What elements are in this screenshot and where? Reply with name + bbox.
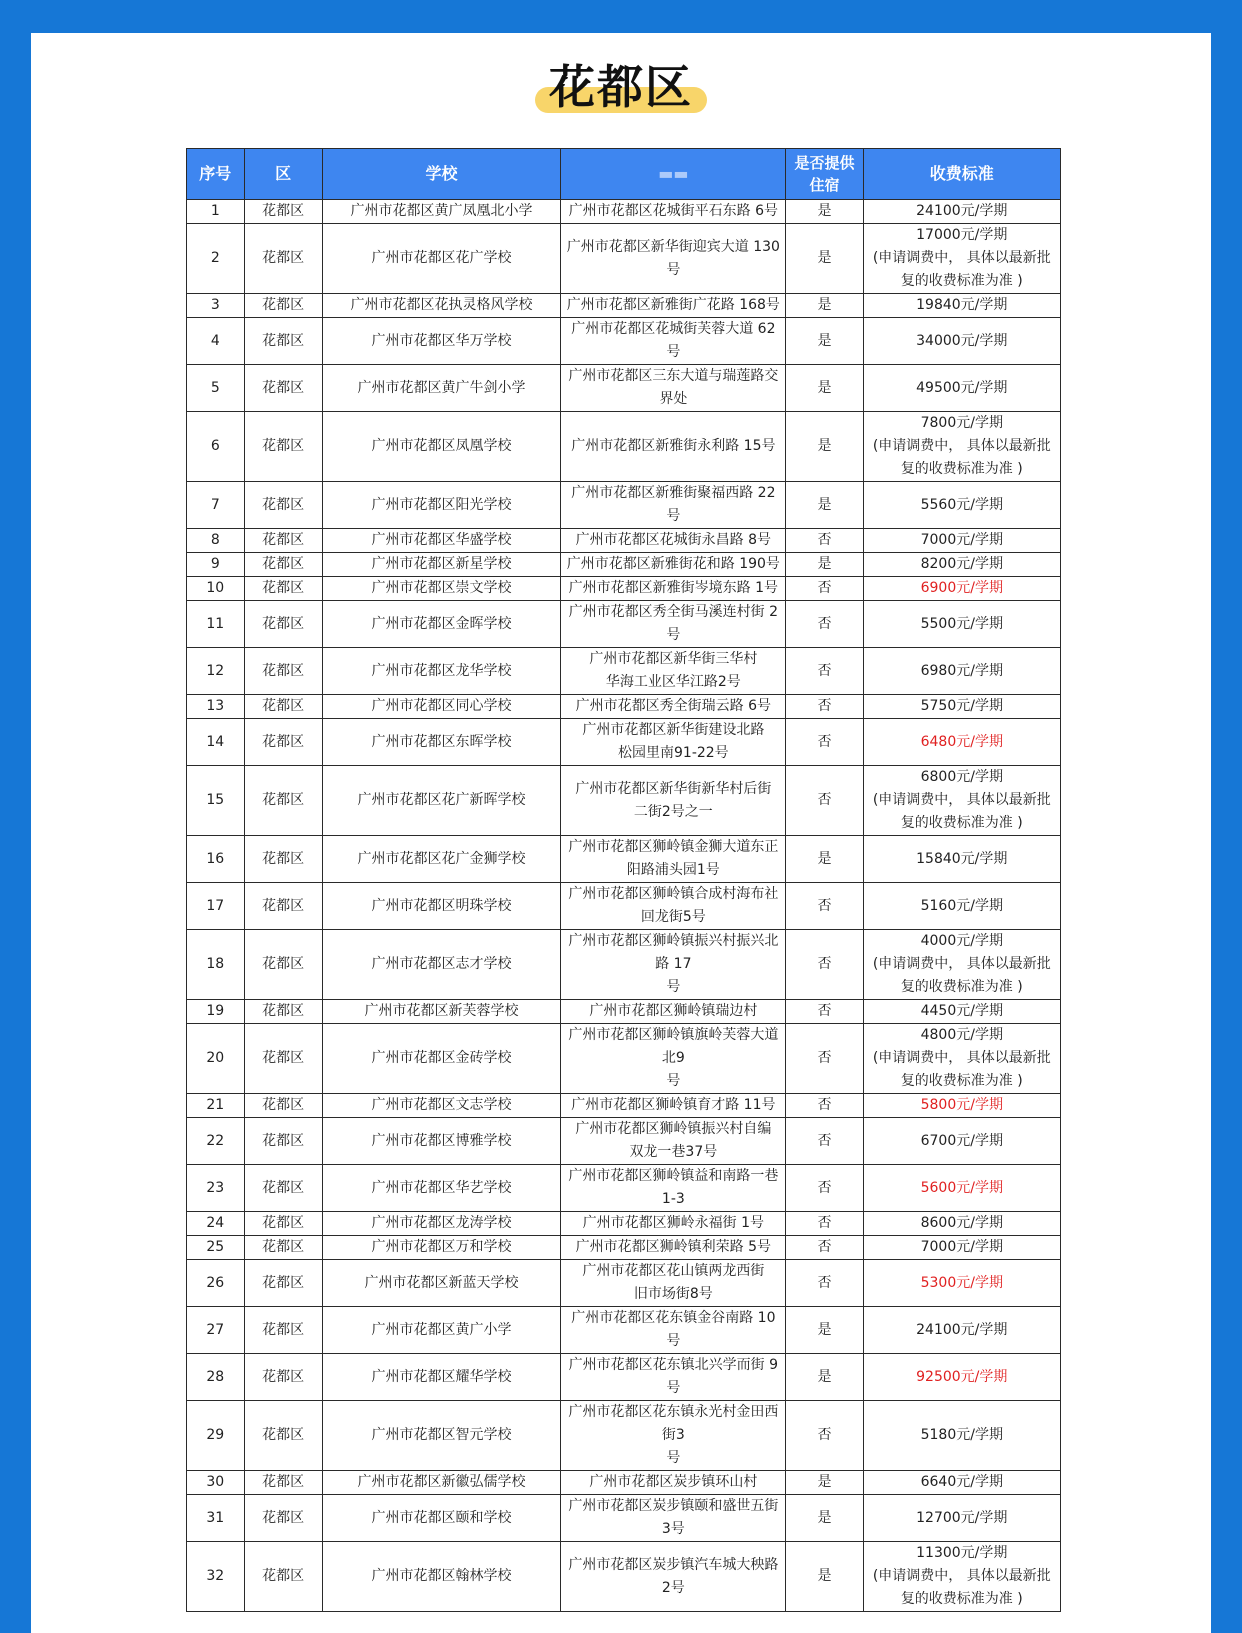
cell-boarding: 否 (786, 1165, 863, 1212)
cell-fee: 4450元/学期 (863, 1000, 1060, 1024)
cell-fee: 5500元/学期 (863, 601, 1060, 648)
cell-school: 广州市花都区华艺学校 (322, 1165, 561, 1212)
cell-district: 花都区 (244, 1236, 322, 1260)
cell-district: 花都区 (244, 294, 322, 318)
cell-boarding: 是 (786, 412, 863, 482)
cell-school: 广州市花都区花广学校 (322, 224, 561, 294)
table-row (187, 648, 1061, 695)
cell-address: 广州市花都区新雅街广花路 168号 (561, 294, 786, 318)
cell-address: 广州市花都区新雅街岑境东路 1号 (561, 577, 786, 601)
cell-address: 广州市花都区炭步镇环山村 (561, 1471, 786, 1495)
table-row (187, 1495, 1061, 1542)
cell-no: 9 (187, 553, 245, 577)
header-boarding: 是否提供 住宿 (786, 149, 863, 200)
cell-no: 31 (187, 1495, 245, 1542)
cell-address: 广州市花都区狮岭镇金狮大道东正 阳路浦头园1号 (561, 836, 786, 883)
cell-no: 10 (187, 577, 245, 601)
table-row (187, 1260, 1061, 1307)
cell-fee: 7000元/学期 (863, 1236, 1060, 1260)
cell-boarding: 否 (786, 1212, 863, 1236)
cell-address: 广州市花都区花山镇两龙西街 旧市场街8号 (561, 1260, 786, 1307)
cell-address: 广州市花都区三东大道与瑞莲路交 界处 (561, 365, 786, 412)
table-row (187, 1401, 1061, 1471)
cell-school: 广州市花都区黄广凤凰北小学 (322, 200, 561, 224)
cell-boarding: 是 (786, 294, 863, 318)
cell-fee: 6980元/学期 (863, 648, 1060, 695)
cell-school: 广州市花都区颐和学校 (322, 1495, 561, 1542)
cell-address: 广州市花都区狮岭镇振兴村振兴北 路 17 号 (561, 930, 786, 1000)
cell-fee: 8600元/学期 (863, 1212, 1060, 1236)
document-card (31, 33, 1211, 1633)
cell-school: 广州市花都区花广新晖学校 (322, 766, 561, 836)
cell-no: 18 (187, 930, 245, 1000)
cell-no: 32 (187, 1542, 245, 1612)
cell-no: 28 (187, 1354, 245, 1401)
table-row (187, 529, 1061, 553)
cell-no: 22 (187, 1118, 245, 1165)
cell-boarding: 否 (786, 529, 863, 553)
cell-address: 广州市花都区炭步镇颐和盛世五街 3号 (561, 1495, 786, 1542)
cell-boarding: 否 (786, 1024, 863, 1094)
cell-school: 广州市花都区新芙蓉学校 (322, 1000, 561, 1024)
cell-no: 7 (187, 482, 245, 529)
cell-school: 广州市花都区华盛学校 (322, 529, 561, 553)
cell-fee: 5800元/学期 (863, 1094, 1060, 1118)
cell-fee: 8200元/学期 (863, 553, 1060, 577)
cell-fee: 24100元/学期 (863, 1307, 1060, 1354)
cell-district: 花都区 (244, 648, 322, 695)
cell-no: 21 (187, 1094, 245, 1118)
cell-boarding: 否 (786, 883, 863, 930)
cell-boarding: 否 (786, 1260, 863, 1307)
cell-no: 13 (187, 695, 245, 719)
table-row (187, 883, 1061, 930)
cell-address: 广州市花都区花东镇金谷南路 10号 (561, 1307, 786, 1354)
cell-school: 广州市花都区凤凰学校 (322, 412, 561, 482)
cell-school: 广州市花都区翰林学校 (322, 1542, 561, 1612)
cell-boarding: 否 (786, 577, 863, 601)
cell-district: 花都区 (244, 601, 322, 648)
cell-no: 23 (187, 1165, 245, 1212)
cell-no: 12 (187, 648, 245, 695)
cell-district: 花都区 (244, 482, 322, 529)
cell-district: 花都区 (244, 412, 322, 482)
table-row (187, 1236, 1061, 1260)
cell-address: 广州市花都区新雅街聚福西路 22号 (561, 482, 786, 529)
table-row (187, 318, 1061, 365)
cell-district: 花都区 (244, 719, 322, 766)
table-row (187, 930, 1061, 1000)
cell-no: 3 (187, 294, 245, 318)
table-row (187, 1094, 1061, 1118)
table-row (187, 577, 1061, 601)
cell-school: 广州市花都区博雅学校 (322, 1118, 561, 1165)
table-row (187, 719, 1061, 766)
table-row (187, 1471, 1061, 1495)
cell-address: 广州市花都区狮岭镇瑞边村 (561, 1000, 786, 1024)
header-no: 序号 (187, 149, 245, 200)
cell-address: 广州市花都区狮岭镇振兴村自编 双龙一巷37号 (561, 1118, 786, 1165)
cell-fee: 19840元/学期 (863, 294, 1060, 318)
cell-no: 24 (187, 1212, 245, 1236)
cell-school: 广州市花都区黄广牛剑小学 (322, 365, 561, 412)
table-row (187, 766, 1061, 836)
cell-school: 广州市花都区智元学校 (322, 1401, 561, 1471)
cell-district: 花都区 (244, 930, 322, 1000)
cell-address: 广州市花都区秀全街马溪连村街 2 号 (561, 601, 786, 648)
cell-address: 广州市花都区狮岭镇育才路 11号 (561, 1094, 786, 1118)
cell-no: 1 (187, 200, 245, 224)
cell-district: 花都区 (244, 224, 322, 294)
cell-school: 广州市花都区龙华学校 (322, 648, 561, 695)
cell-boarding: 否 (786, 930, 863, 1000)
cell-district: 花都区 (244, 1000, 322, 1024)
cell-fee: 5560元/学期 (863, 482, 1060, 529)
cell-district: 花都区 (244, 1354, 322, 1401)
cell-boarding: 否 (786, 1118, 863, 1165)
cell-address: 广州市花都区新华街三华村 华海工业区华江路2号 (561, 648, 786, 695)
cell-district: 花都区 (244, 529, 322, 553)
table-row (187, 412, 1061, 482)
header-district: 区 (244, 149, 322, 200)
cell-school: 广州市花都区万和学校 (322, 1236, 561, 1260)
cell-fee: 7800元/学期 (申请调费中， 具体以最新批 复的收费标准为准 ) (863, 412, 1060, 482)
cell-fee: 7000元/学期 (863, 529, 1060, 553)
table-row (187, 1118, 1061, 1165)
cell-district: 花都区 (244, 1542, 322, 1612)
cell-district: 花都区 (244, 1307, 322, 1354)
cell-address: 广州市花都区炭步镇汽车城大秧路 2号 (561, 1542, 786, 1612)
cell-no: 20 (187, 1024, 245, 1094)
cell-boarding: 否 (786, 1236, 863, 1260)
cell-no: 2 (187, 224, 245, 294)
cell-boarding: 否 (786, 648, 863, 695)
cell-fee: 17000元/学期 (申请调费中， 具体以最新批 复的收费标准为准 ) (863, 224, 1060, 294)
cell-address: 广州市花都区狮岭镇利荣路 5号 (561, 1236, 786, 1260)
cell-boarding: 是 (786, 365, 863, 412)
header-school: 学校 (322, 149, 561, 200)
cell-fee: 11300元/学期 (申请调费中， 具体以最新批 复的收费标准为准 ) (863, 1542, 1060, 1612)
cell-district: 花都区 (244, 553, 322, 577)
cell-boarding: 是 (786, 553, 863, 577)
cell-address: 广州市花都区新雅街永利路 15号 (561, 412, 786, 482)
cell-fee: 34000元/学期 (863, 318, 1060, 365)
page-title: 花都区 (549, 60, 693, 114)
cell-boarding: 否 (786, 1094, 863, 1118)
cell-no: 29 (187, 1401, 245, 1471)
cell-address: 广州市花都区秀全街瑞云路 6号 (561, 695, 786, 719)
cell-fee: 5600元/学期 (863, 1165, 1060, 1212)
cell-district: 花都区 (244, 1471, 322, 1495)
cell-boarding: 是 (786, 836, 863, 883)
cell-boarding: 是 (786, 1354, 863, 1401)
cell-no: 14 (187, 719, 245, 766)
cell-school: 广州市花都区耀华学校 (322, 1354, 561, 1401)
cell-fee: 5180元/学期 (863, 1401, 1060, 1471)
cell-no: 19 (187, 1000, 245, 1024)
cell-boarding: 是 (786, 482, 863, 529)
table-header-row (187, 149, 1061, 200)
cell-no: 17 (187, 883, 245, 930)
cell-school: 广州市花都区新徽弘儒学校 (322, 1471, 561, 1495)
table-row (187, 224, 1061, 294)
cell-no: 16 (187, 836, 245, 883)
cell-boarding: 是 (786, 200, 863, 224)
cell-school: 广州市花都区花执灵格风学校 (322, 294, 561, 318)
table-row (187, 1212, 1061, 1236)
cell-fee: 6480元/学期 (863, 719, 1060, 766)
cell-district: 花都区 (244, 200, 322, 224)
cell-no: 8 (187, 529, 245, 553)
table-row (187, 1542, 1061, 1612)
cell-no: 26 (187, 1260, 245, 1307)
cell-fee: 12700元/学期 (863, 1495, 1060, 1542)
cell-school: 广州市花都区志才学校 (322, 930, 561, 1000)
cell-district: 花都区 (244, 1212, 322, 1236)
cell-boarding: 否 (786, 1401, 863, 1471)
table-row (187, 365, 1061, 412)
cell-address: 广州市花都区花东镇北兴学而街 9 号 (561, 1354, 786, 1401)
cell-school: 广州市花都区阳光学校 (322, 482, 561, 529)
table-row (187, 200, 1061, 224)
table-row (187, 695, 1061, 719)
table-row (187, 1165, 1061, 1212)
cell-boarding: 否 (786, 695, 863, 719)
cell-boarding: 是 (786, 1307, 863, 1354)
cell-fee: 4000元/学期 (申请调费中， 具体以最新批 复的收费标准为准 ) (863, 930, 1060, 1000)
cell-district: 花都区 (244, 836, 322, 883)
blurred-header-mark: ▬▬ (658, 164, 689, 183)
cell-no: 15 (187, 766, 245, 836)
table-row (187, 1307, 1061, 1354)
cell-boarding: 否 (786, 766, 863, 836)
cell-school: 广州市花都区东晖学校 (322, 719, 561, 766)
cell-address: 广州市花都区狮岭镇旗岭芙蓉大道 北9 号 (561, 1024, 786, 1094)
cell-school: 广州市花都区龙涛学校 (322, 1212, 561, 1236)
cell-address: 广州市花都区新华街新华村后街 二街2号之一 (561, 766, 786, 836)
cell-boarding: 否 (786, 601, 863, 648)
table-row (187, 1024, 1061, 1094)
cell-no: 11 (187, 601, 245, 648)
cell-district: 花都区 (244, 883, 322, 930)
cell-district: 花都区 (244, 1118, 322, 1165)
header-fee: 收费标准 (863, 149, 1060, 200)
cell-address: 广州市花都区花城街芙蓉大道 62号 (561, 318, 786, 365)
cell-fee: 5750元/学期 (863, 695, 1060, 719)
cell-district: 花都区 (244, 1401, 322, 1471)
cell-address: 广州市花都区狮岭永福街 1号 (561, 1212, 786, 1236)
cell-district: 花都区 (244, 1094, 322, 1118)
cell-school: 广州市花都区文志学校 (322, 1094, 561, 1118)
cell-fee: 5300元/学期 (863, 1260, 1060, 1307)
cell-address: 广州市花都区花东镇永光村金田西 街3 号 (561, 1401, 786, 1471)
cell-fee: 6640元/学期 (863, 1471, 1060, 1495)
cell-school: 广州市花都区崇文学校 (322, 577, 561, 601)
cell-no: 25 (187, 1236, 245, 1260)
cell-boarding: 否 (786, 1000, 863, 1024)
cell-fee: 49500元/学期 (863, 365, 1060, 412)
cell-address: 广州市花都区新华街迎宾大道 130 号 (561, 224, 786, 294)
cell-school: 广州市花都区新蓝天学校 (322, 1260, 561, 1307)
cell-boarding: 是 (786, 1542, 863, 1612)
cell-boarding: 是 (786, 1471, 863, 1495)
cell-boarding: 否 (786, 719, 863, 766)
cell-district: 花都区 (244, 577, 322, 601)
cell-fee: 15840元/学期 (863, 836, 1060, 883)
cell-address: 广州市花都区新雅街花和路 190号 (561, 553, 786, 577)
cell-district: 花都区 (244, 318, 322, 365)
cell-fee: 92500元/学期 (863, 1354, 1060, 1401)
cell-fee: 6800元/学期 (申请调费中， 具体以最新批 复的收费标准为准 ) (863, 766, 1060, 836)
table-row (187, 836, 1061, 883)
cell-fee: 4800元/学期 (申请调费中， 具体以最新批 复的收费标准为准 ) (863, 1024, 1060, 1094)
cell-boarding: 是 (786, 224, 863, 294)
cell-school: 广州市花都区金晖学校 (322, 601, 561, 648)
cell-school: 广州市花都区华万学校 (322, 318, 561, 365)
cell-no: 27 (187, 1307, 245, 1354)
cell-address: 广州市花都区狮岭镇益和南路一巷 1-3 (561, 1165, 786, 1212)
cell-no: 30 (187, 1471, 245, 1495)
cell-address: 广州市花都区新华街建设北路 松园里南91-22号 (561, 719, 786, 766)
table-row (187, 482, 1061, 529)
cell-no: 6 (187, 412, 245, 482)
cell-fee: 24100元/学期 (863, 200, 1060, 224)
cell-school: 广州市花都区黄广小学 (322, 1307, 561, 1354)
table-row (187, 1000, 1061, 1024)
cell-district: 花都区 (244, 695, 322, 719)
header-address (561, 149, 786, 200)
cell-fee: 6900元/学期 (863, 577, 1060, 601)
table-row (187, 294, 1061, 318)
school-fee-table (186, 148, 1061, 1612)
cell-no: 5 (187, 365, 245, 412)
cell-school: 广州市花都区花广金狮学校 (322, 836, 561, 883)
cell-fee: 5160元/学期 (863, 883, 1060, 930)
table-row (187, 1354, 1061, 1401)
cell-district: 花都区 (244, 766, 322, 836)
cell-address: 广州市花都区花城街平石东路 6号 (561, 200, 786, 224)
cell-district: 花都区 (244, 1165, 322, 1212)
cell-school: 广州市花都区新星学校 (322, 553, 561, 577)
cell-school: 广州市花都区同心学校 (322, 695, 561, 719)
cell-district: 花都区 (244, 1024, 322, 1094)
cell-fee: 6700元/学期 (863, 1118, 1060, 1165)
cell-district: 花都区 (244, 1495, 322, 1542)
cell-address: 广州市花都区狮岭镇合成村海布社 回龙街5号 (561, 883, 786, 930)
table-row (187, 553, 1061, 577)
cell-boarding: 是 (786, 1495, 863, 1542)
table-row (187, 601, 1061, 648)
cell-school: 广州市花都区明珠学校 (322, 883, 561, 930)
cell-school: 广州市花都区金砖学校 (322, 1024, 561, 1094)
cell-district: 花都区 (244, 365, 322, 412)
cell-no: 4 (187, 318, 245, 365)
cell-boarding: 是 (786, 318, 863, 365)
cell-district: 花都区 (244, 1260, 322, 1307)
cell-address: 广州市花都区花城街永昌路 8号 (561, 529, 786, 553)
